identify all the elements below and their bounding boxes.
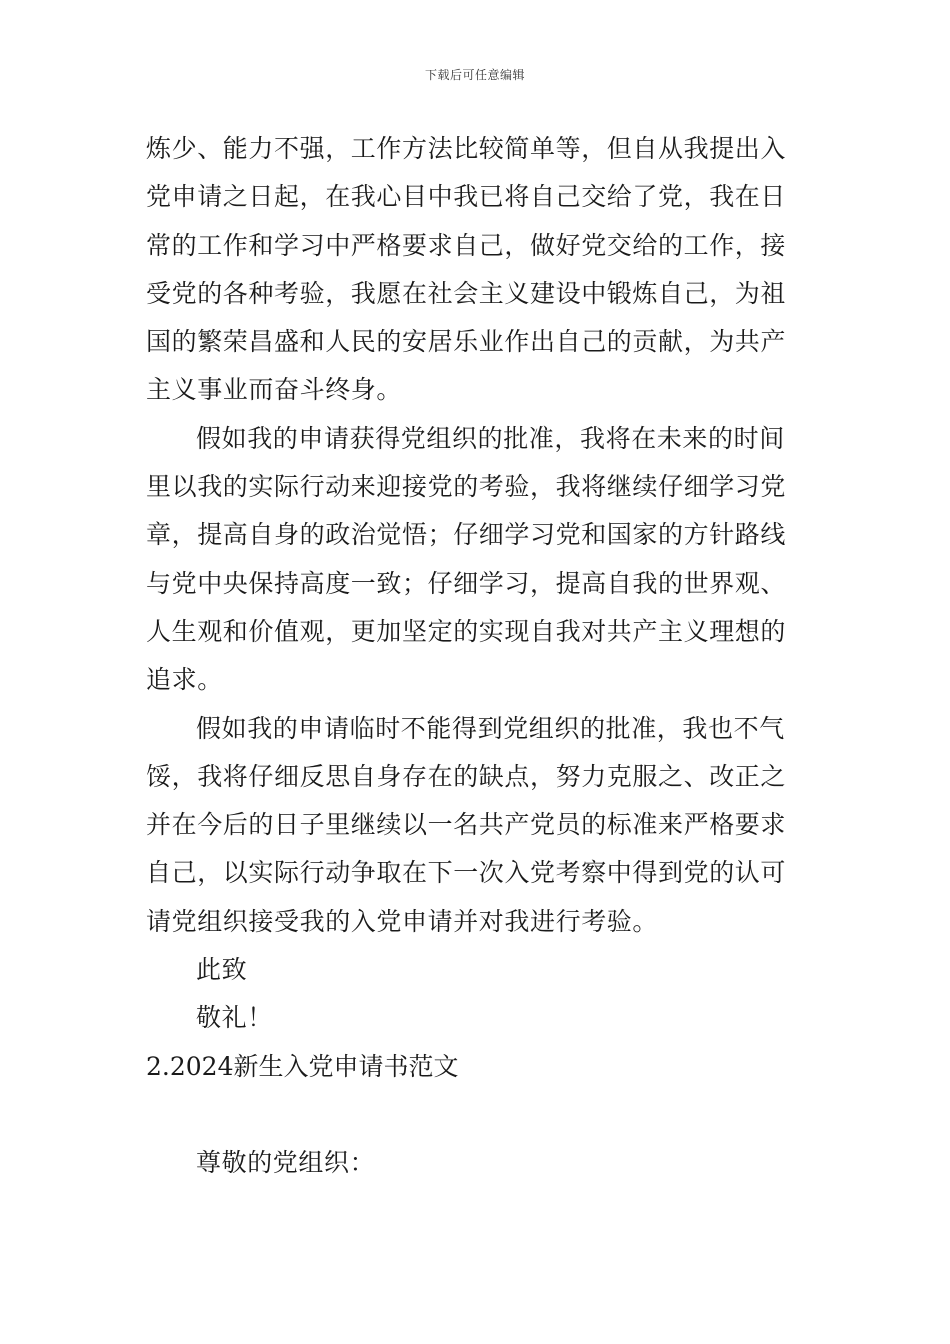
blank-gap [146, 1091, 808, 1139]
document-body [146, 125, 808, 1187]
text-line: 国的繁荣昌盛和人民的安居乐业作出自己的贡献，为共产 [146, 327, 787, 357]
text-line: 请党组织接受我的入党申请并对我进行考验。 [146, 906, 659, 936]
text-line: 假如我的申请获得党组织的批准，我将在未来的时间 [196, 423, 785, 453]
salutation: 尊敬的党组织： [196, 1147, 376, 1177]
text-line: 党申请之日起，在我心目中我已将自己交给了党，我在日 [146, 182, 787, 212]
text-line: 追求。 [146, 665, 223, 695]
text-line: 里以我的实际行动来迎接党的考验，我将继续仔细学习党 [146, 472, 787, 502]
text-line: 馁，我将仔细反思自身存在的缺点，努力克服之、改正之 [146, 761, 787, 791]
text-line: 假如我的申请临时不能得到党组织的批准，我也不气 [196, 713, 785, 743]
text-line: 人生观和价值观，更加坚定的实现自我对共产主义理想的 [146, 616, 787, 646]
text-line: 并在今后的日子里继续以一名共产党员的标准来严格要求 [146, 810, 787, 840]
section-title: 2.2024新生入党申请书范文 [146, 1051, 459, 1081]
paragraph-3 [146, 705, 808, 946]
text-line: 主义事业而奋斗终身。 [146, 375, 403, 405]
paragraph-2 [146, 415, 808, 705]
text-line: 与党中央保持高度一致；仔细学习，提高自我的世界观、 [146, 568, 787, 598]
text-line: 炼少、能力不强，工作方法比较简单等，但自从我提出入 [146, 134, 787, 163]
text-line: 常的工作和学习中严格要求自己，做好党交给的工作，接 [146, 230, 787, 260]
text-line: 自己，以实际行动争取在下一次入党考察中得到党的认可 [146, 858, 787, 888]
paragraph-1 [146, 125, 808, 415]
closing-line-2: 敬礼！ [196, 1003, 273, 1033]
closing [146, 946, 808, 1043]
page-header-note: 下载后可任意编辑 [424, 68, 525, 82]
text-line: 章，提高自身的政治觉悟；仔细学习党和国家的方针路线 [146, 520, 787, 550]
text-line: 受党的各种考验，我愿在社会主义建设中锻炼自己，为祖 [146, 278, 787, 308]
closing-line-1: 此致 [196, 955, 248, 985]
